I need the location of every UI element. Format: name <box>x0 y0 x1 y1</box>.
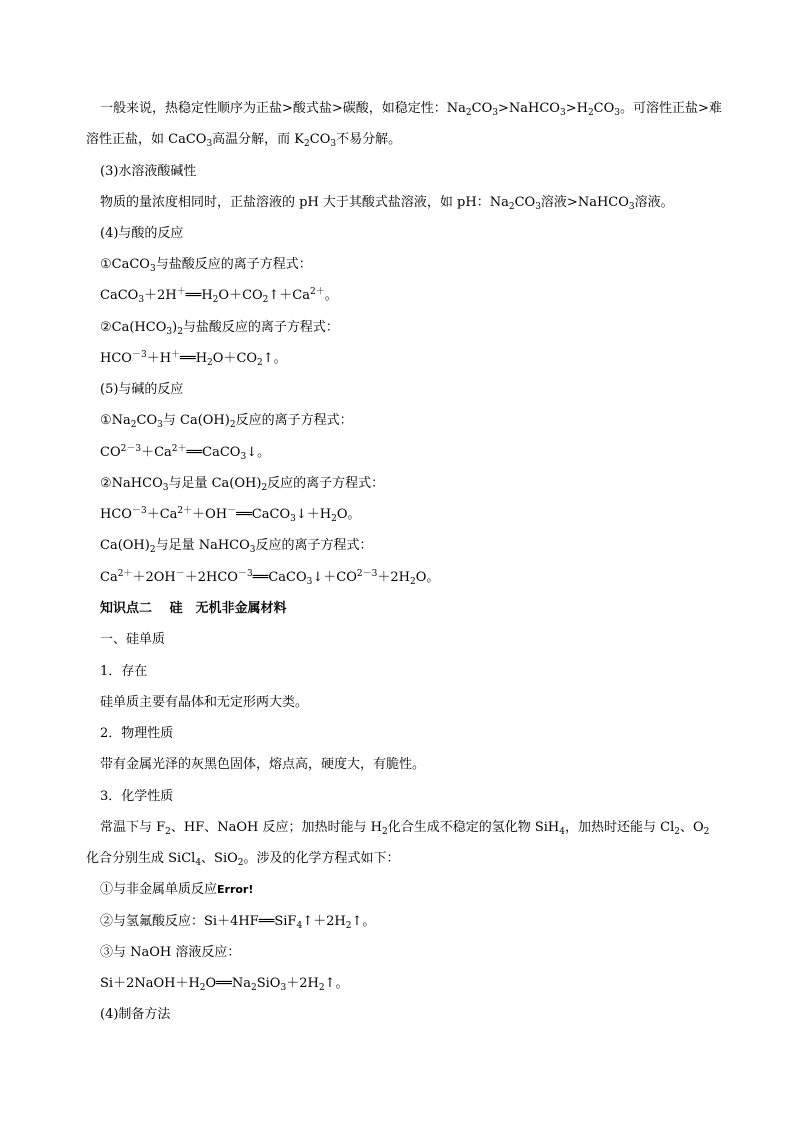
equals-arrow: ══ <box>186 445 203 460</box>
question-caco3-hcl: ①CaCO$_3$与盐酸反应的离子方程式： <box>100 257 312 274</box>
reaction-naoh-heading: ③与 NaOH 溶液反应： <box>100 945 241 960</box>
equals-arrow: ══ <box>252 570 269 585</box>
question-cahco3-hcl: $②Ca(HCO_3)_2$与盐酸反应的离子方程式： <box>100 320 339 337</box>
equation-hco3-ca-oh: $HCO^{-3}+Ca^{2+}+OH^-══CaCO_3↓+H_2O$。 <box>100 506 361 524</box>
paragraph-chemical-properties-cont: 化合分别生成 SiCl$_4$、SiO$_2$。涉及的化学方程式如下： <box>86 851 400 868</box>
heading-chemical-properties: 3．化学性质 <box>100 789 174 804</box>
equals-arrow: ══ <box>185 288 202 303</box>
heading-preparation: (4)制备方法 <box>100 1007 171 1022</box>
paragraph-thermal-stability: 一般来说，热稳定性顺序为正盐>酸式盐>碳酸，如稳定性：$Na_2CO_3>NaHCO_3>H_2CO_3$。可溶性正盐>难 <box>100 101 722 118</box>
question-na2co3-caoh2: $①Na_2CO_3$与 $Ca(OH)_2$反应的离子方程式： <box>100 413 353 430</box>
text-physical-properties: 带有金属光泽的灰黑色固体，熔点高，硬度大，有脆性。 <box>100 757 426 772</box>
heading-existence: 1．存在 <box>100 664 148 679</box>
reaction-nonmetal: ①与非金属单质反应Error! <box>100 882 254 897</box>
paragraph-thermal-stability-cont: 溶性正盐，如 CaCO$_3$高温分解，而 $K_2CO_3$不易分解。 <box>86 132 402 149</box>
heading-physical-properties: 2．物理性质 <box>100 726 174 741</box>
heading-acid-reaction: (4)与酸的反应 <box>100 226 184 241</box>
reaction-naoh-equation: $Si+2NaOH+H_2O══Na_2SiO_3+2H_2↑$。 <box>100 976 349 993</box>
text-existence: 硅单质主要有晶体和无定形两大类。 <box>100 695 309 710</box>
heading-base-reaction: (5)与碱的反应 <box>100 382 184 397</box>
equation-co3-ca: $CO^{2-3}+Ca^{2+}══CaCO_3↓$。 <box>100 444 271 462</box>
reaction-hf: ②与氢氟酸反应：$Si+4HF══SiF_4↑+2H_2↑$。 <box>100 914 376 931</box>
question-caoh2-excess-nahco3: $Ca(OH)_2$与足量 NaHCO$_3$反应的离子方程式： <box>100 538 373 555</box>
error-field: Error! <box>217 883 254 896</box>
question-nahco3-excess-caoh2: ②NaHCO$_3$与足量 $Ca(OH)_2$反应的离子方程式： <box>100 476 385 493</box>
equation-hco3-h: $HCO^{-3}+H^+══H_2O+CO_2↑$。 <box>100 350 287 368</box>
equals-arrow: ══ <box>258 914 275 929</box>
paragraph-ph: 物质的量浓度相同时，正盐溶液的 pH 大于其酸式盐溶液，如 pH：$Na_2CO_3$溶液>NaHCO$_3$溶液。 <box>100 195 674 212</box>
equals-arrow: ══ <box>216 976 232 991</box>
equals-arrow: ══ <box>236 507 252 522</box>
equation-caco3-hcl: $CaCO_3+2H^+══H_2O+CO_2↑+Ca^{2+}$。 <box>100 287 338 305</box>
heading-aqueous-acidity: (3)水溶液酸碱性 <box>100 164 197 179</box>
equals-arrow: ══ <box>180 351 196 366</box>
section-heading-knowledge-point-2: 知识点二 硅 无机非金属材料 <box>100 601 287 616</box>
equation-ca-2oh-2hco3: $Ca^{2+}+2OH^-+2HCO^{-3}══CaCO_3↓+CO^{2-3}+2H_2O$。 <box>100 569 440 587</box>
paragraph-chemical-properties: 常温下与 $F_2$、HF、NaOH 反应；加热时能与 $H_2$化合生成不稳定的氢化物 SiH$_4$，加热时还能与 $Cl_2$、$O_2$ <box>100 820 710 837</box>
heading-silicon-element: 一、硅单质 <box>100 632 166 647</box>
